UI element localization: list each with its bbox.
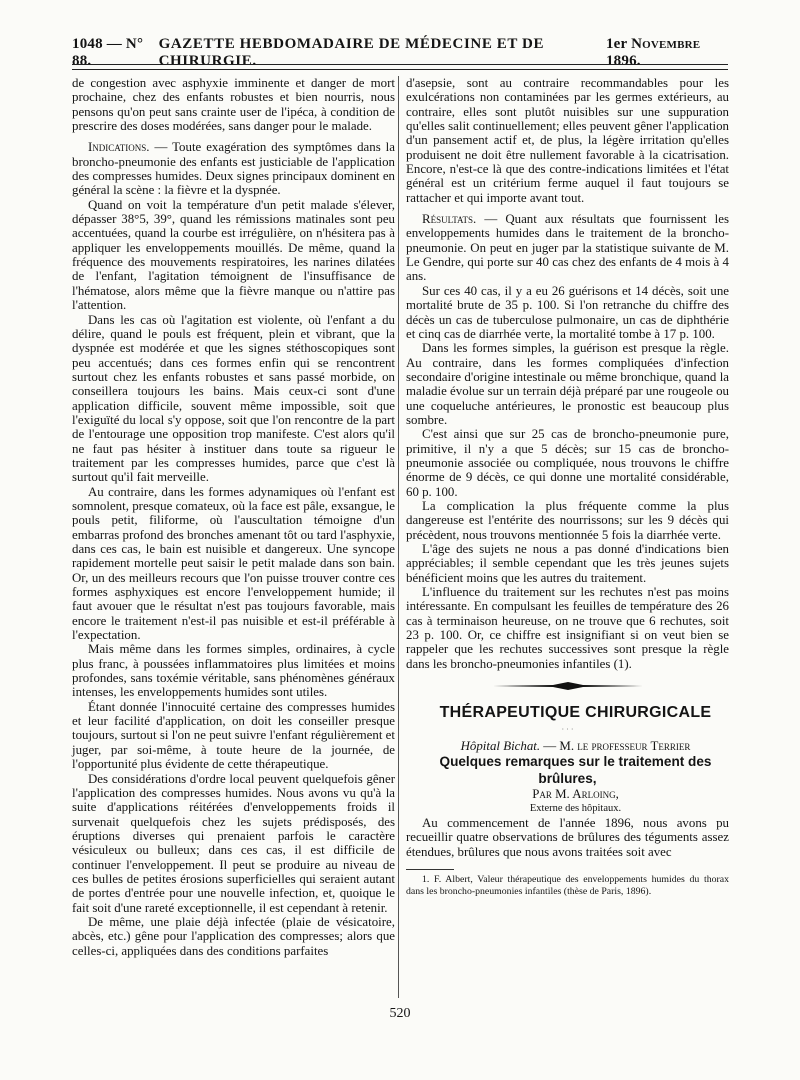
section-title: THÉRAPEUTIQUE CHIRURGICALE bbox=[439, 704, 712, 722]
indications-label: Indications. bbox=[88, 140, 150, 155]
header-date-day: 1er bbox=[605, 36, 628, 52]
right-paragraph-7: L'influence du traitement sur les rechutes n'est pas moins intéressante. En compulsant les feuilles de température des 26 cas à terminaison heureuse, on ne trouve que 6 rechutes, soit 23 p. 100. Or, ce chiffre est insignifiant si on veut bien se rappeler que les rechutes successives sont presque la règle dans les broncho-pneumonies infantiles (1). bbox=[406, 585, 729, 671]
resultats-text: — Quant aux résultats que fournissent les enveloppements humides dans le traitement de la broncho-pneumonie. On peut en juger par la statistique suivante de M. Le Gendre, qui porte sur 40 cas chez des enfants de 4 mois à 4 ans. bbox=[406, 212, 729, 284]
left-paragraph-5: Mais même dans les formes simples, ordinaires, à cycle plus franc, à poussées inflammatoires plus limitées et moins profondes, sans toxémie véritable, sans phénomènes généraux intenses, les enveloppements humides sont utiles. bbox=[72, 642, 395, 700]
article-author-role: Externe des hôpitaux. bbox=[529, 802, 622, 814]
header-page-number: 1048 bbox=[72, 36, 103, 52]
running-header bbox=[72, 36, 728, 69]
header-date-rest: Novembre 1896. bbox=[605, 36, 701, 69]
left-paragraph-2: Quand on voit la température d'un petit malade s'élever, dépasser 38°5, 39°, quand les rémissions matinales sont peu accentuées, quand la courbe est irrégulière, on n'hésitera pas à appliquer les enveloppements mouillés. De même, quand la fréquence des mouvements respiratoires, les narines dilatées de l'enfant, l'agitation témoignent de l'insuffisance de l'hématose, alors même que la fièvre manque ou n'attire pas l'attention. bbox=[72, 197, 395, 313]
article-author: Par M. Arloing, bbox=[532, 787, 619, 802]
article-title: Quelques remarques sur le traitement des brûlures, bbox=[439, 754, 712, 787]
left-paragraph-7: Des considérations d'ordre local peuvent quelquefois gêner l'application des compresses humides. Nous avons vu qu'à la suite d'applications réitérées d'enveloppements froids il survenait quelquefois chez les sujets prédisposés, des éruptions diverses qui prenaient parfois le caractère vésiculeux ou bulleux; dans ces cas, il est difficile de continuer l'enveloppement. Il peut se produire au niveau de ces bulles de petites érosions superficielles qui seraient autant de portes d'entrée pour une nouvelle infection, et, quoique le fait soit d'une rareté exceptionnelle, il est cependant à retenir. bbox=[72, 771, 395, 915]
right-paragraph-6: L'âge des sujets ne nous a pas donné d'indications bien appréciables; il semble cependant que les très jeunes sujets bénéficient moins que les autres du traitement. bbox=[406, 542, 729, 585]
right-paragraph-4: C'est ainsi que sur 25 cas de broncho-pneumonie pure, primitive, il n'y a que 5 décès; sur 15 cas de broncho-pneumonie associée ou compliquée, nous trouvons le chiffre énorme de 9 décès, ce qui donne une mortalité considérable, 60 p. 100. bbox=[406, 427, 729, 499]
left-column bbox=[72, 76, 395, 958]
header-issue-number: — N° 88. bbox=[72, 36, 144, 69]
left-paragraph-8: De même, une plaie déjà infectée (plaie de vésicatoire, abcès, etc.) gêne pour l'application des compresses; alors que celles-ci, appliquées dans des conditions parfaites bbox=[72, 914, 395, 958]
footnote: 1. F. Albert, Valeur thérapeutique des enveloppements humides du thorax dans les broncho-pneumonies infantiles (thèse de Paris, 1896). bbox=[406, 874, 729, 898]
title-dot-ornament: · · · bbox=[561, 725, 574, 735]
left-paragraph-continued: de congestion avec asphyxie imminente et danger de mort prochaine, chez des enfants robustes et bien nourris, nous pensons qu'on peut sans crainte user de l'ipéca, à condition de prescrire des doses modérées, sans danger pour le malade. bbox=[72, 76, 395, 134]
left-paragraph-6: Étant donnée l'innocuité certaine des compresses humides et leur facilité d'application, on doit les conseiller presque toujours, surtout si l'on ne peut suivre l'enfant régulièrement et juger, par soi-même, à toute heure de la journée, de l'opportunité plus évidente de cette thérapeutique. bbox=[72, 699, 395, 772]
section-separator-ornament bbox=[493, 681, 643, 691]
left-paragraph-3: Dans les cas où l'agitation est violente, où l'enfant a du délire, quand le pouls est fréquent, plein et vibrant, que la dyspnée est modérée et que les signes stéthoscopiques sont peu accentués; dans ces formes enfin qui se rencontrent surtout chez les enfants robustes et sans passé morbide, on conseillera toujours les bains. Mais ceux-ci sont d'une application difficile, souvent même impossible, soit que l'exiguïté du local s'y oppose, soit que l'on rencontre de la part de l'entourage une opposition trop manifeste. C'est alors qu'il ne faut pas hésiter à instituer dans toute sa rigueur le traitement par les compresses humides, parce que c'est là surtout qu'il fait merveille. bbox=[72, 312, 395, 485]
right-column bbox=[406, 76, 729, 898]
right-paragraph-2: Sur ces 40 cas, il y a eu 26 guérisons et 14 décès, soit une mortalité brute de 35 p. 100. Si l'on retranche du chiffre des décès un cas de tuberculose pulmonaire, un cas de diphthérie et cinq cas de diarrhée verte, la mortalité tombe à 17 p. 100. bbox=[406, 283, 729, 341]
resultats-label: Résultats. bbox=[422, 212, 477, 227]
header-journal-title: GAZETTE HEBDOMADAIRE DE MÉDECINE ET DE CHIRURGIE. bbox=[158, 36, 545, 69]
column-divider bbox=[398, 76, 399, 998]
right-paragraph-3: Dans les formes simples, la guérison est presque la règle. Au contraire, dans les formes compliquées d'infection secondaire d'origine intestinale ou même bronchique, quand la maladie évolue sur un terrain déjà préparé par une rougeole ou une coqueluche antérieures, le pronostic est beaucoup plus sombre. bbox=[406, 341, 729, 427]
footnote-rule bbox=[406, 869, 454, 870]
page-number: 520 bbox=[389, 1006, 411, 1021]
right-paragraph-continued: d'asepsie, sont au contraire recommandables pour les exulcérations non contaminées par les germes extérieurs, au contraire, elles sont plutôt nuisibles sur une suppuration qu'elles salit continuellement; elles peuvent gêner l'application d'un pansement actif et, de plus, la légère irritation qu'elles produisent ne doit être nullement favorable à la cicatrisation. Encore, n'est-ce là que des contre-indications limitées et l'état général est un critérium ferme auquel il faut toujours se rattacher et qui importe avant tout. bbox=[406, 76, 729, 205]
right-paragraph-5: La complication la plus fréquente comme la plus dangereuse est l'entérite des nourrissons; sur les 9 décès qui précèdent, nous trouvons mentionnée 5 fois la diarrhée verte. bbox=[406, 498, 729, 542]
indications-text: — Toute exagération des symptômes dans la broncho-pneumonie des enfants est justiciable de l'application des compresses humides. Deux signes principaux dominent en général la scène : la fièvre et la dyspnée. bbox=[72, 140, 395, 198]
header-double-rule bbox=[72, 64, 728, 70]
left-paragraph-4: Au contraire, dans les formes adynamiques où l'enfant est somnolent, presque comateux, où la face est pâle, exsangue, le pouls petit, filiforme, où l'auscultation témoigne d'un embarras profond des bronches amenant tôt ou tard l'asphyxie, dans ces cas, le bain est nuisible et dangereux. Une syncope rapidement mortelle peut saisir le petit malade dans son bain. Or, un des meilleurs recours que l'on puisse trouver contre ces formes asphyxiques est encore l'enveloppement humide; il faut avouer que le résultat n'est pas toujours favorable, mais encore le traitement n'est-il pas nuisible et est-il préférable à l'expectation. bbox=[72, 484, 395, 643]
professor-name: — M. le professeur Terrier bbox=[540, 739, 691, 754]
hospital-line bbox=[406, 739, 729, 753]
hospital-name: Hôpital Bichat. bbox=[460, 739, 541, 754]
article-intro-paragraph: Au commencement de l'année 1896, nous avons pu recueillir quatre observations de brûlures des téguments assez étendues, brûlures que nous avons traitées soit avec bbox=[406, 816, 729, 859]
indications-paragraph bbox=[72, 140, 395, 197]
resultats-paragraph bbox=[406, 212, 729, 284]
